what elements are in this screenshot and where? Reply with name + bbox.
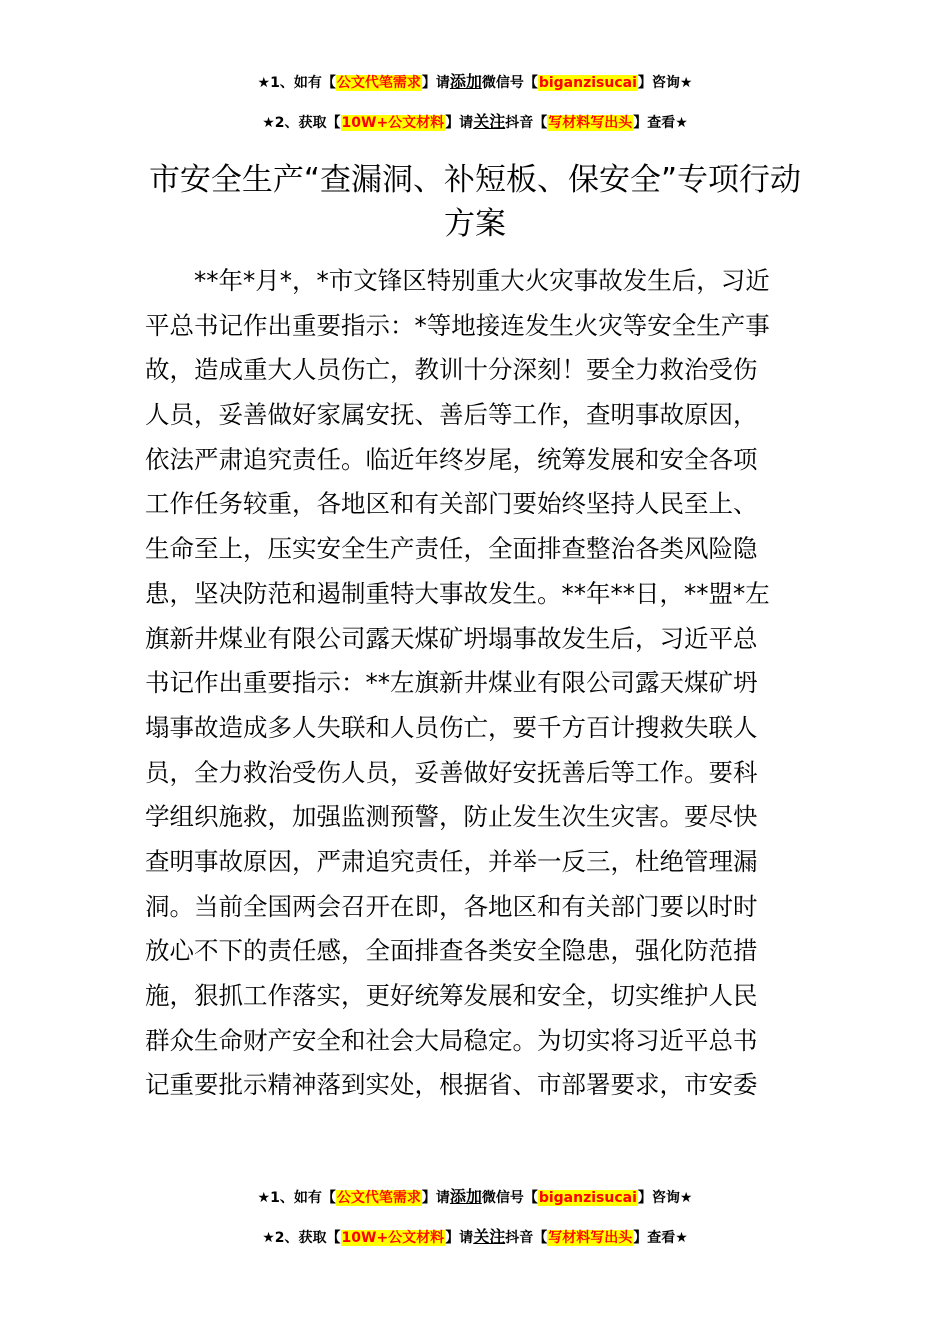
document-title: 市安全生产“查漏洞、补短板、保安全”专项行动方案 <box>148 162 802 242</box>
ad-highlight: 公文代笔需求 <box>336 75 421 91</box>
ad-prefix: ★1、如有【 <box>257 1190 336 1206</box>
ad-highlight-douyin: 写材料写出头 <box>548 115 633 131</box>
body-line: 施，狠抓工作落实，更好统筹发展和安全，切实维护人民 <box>145 981 758 1010</box>
body-line: 学组织施救，加强监测预警，防止发生次生灾害。要尽快 <box>145 802 758 832</box>
body-line: 洞。当前全国两会召开在即，各地区和有关部门要以时时 <box>145 891 758 921</box>
ad-prefix: ★2、获取【 <box>262 115 341 131</box>
body-line: 工作任务较重，各地区和有关部门要始终坚持人民至上、 <box>145 489 758 519</box>
body-line: 塌事故造成多人失联和人员伤亡，要千方百计搜救失联人 <box>145 712 758 742</box>
ad-mid: 】请 <box>421 75 450 91</box>
body-line: 生命至上，压实安全生产责任，全面排查整治各类风险隐 <box>145 534 758 564</box>
ad-mid: 】请 <box>445 1230 474 1246</box>
body-line: **年*月*，*市文锋区特别重大火灾事故发生后，习近 <box>145 266 770 295</box>
ad-mid: 】请 <box>421 1190 450 1206</box>
ad-suffix: 】咨询★ <box>637 1190 693 1206</box>
ad-line-2-top <box>0 111 950 134</box>
body-line: 旗新井煤业有限公司露天煤矿坍塌事故发生后，习近平总 <box>145 623 758 653</box>
body-line: 平总书记作出重要指示：*等地接连发生火灾等安全生产事 <box>145 310 770 340</box>
ad-line-2-bottom <box>0 1226 950 1249</box>
ad-mid: 微信号【 <box>481 75 538 91</box>
ad-prefix: ★2、获取【 <box>262 1230 341 1246</box>
ad-line-1-top <box>0 71 950 94</box>
document-body <box>145 259 810 1108</box>
body-line: 查明事故原因，严肃追究责任，并举一反三，杜绝管理漏 <box>145 846 758 876</box>
ad-suffix: 】查看★ <box>633 115 688 131</box>
ad-highlight-wechat: biganzisucai <box>538 75 637 91</box>
ad-highlight-wechat: biganzisucai <box>538 1190 637 1206</box>
ad-emphasis: 添加 <box>449 72 482 91</box>
body-line: 放心不下的责任感，全面排查各类安全隐患，强化防范措 <box>145 936 758 966</box>
ad-suffix: 】咨询★ <box>637 75 693 91</box>
ad-mid: 】请 <box>445 115 474 131</box>
body-line: 患，坚决防范和遏制重特大事故发生。**年**日，**盟*左 <box>145 578 770 608</box>
ad-mid: 抖音【 <box>505 115 548 131</box>
ad-mid: 抖音【 <box>505 1230 548 1246</box>
body-line: 群众生命财产安全和社会大局稳定。为切实将习近平总书 <box>145 1025 758 1055</box>
ad-highlight: 10W+公文材料 <box>341 115 445 131</box>
ad-highlight-douyin: 写材料写出头 <box>548 1230 633 1246</box>
ad-prefix: ★1、如有【 <box>257 75 336 91</box>
ad-suffix: 】查看★ <box>633 1230 688 1246</box>
ad-emphasis: 关注 <box>473 1227 506 1246</box>
body-line: 书记作出重要指示：**左旗新井煤业有限公司露天煤矿坍 <box>145 668 758 698</box>
ad-line-1-bottom <box>0 1186 950 1209</box>
ad-emphasis: 关注 <box>473 112 506 131</box>
body-line: 人员，妥善做好家属安抚、善后等工作，查明事故原因， <box>145 400 758 430</box>
ad-highlight: 10W+公文材料 <box>341 1230 445 1246</box>
ad-mid: 微信号【 <box>481 1190 538 1206</box>
body-line: 依法严肃追究责任。临近年终岁尾，统筹发展和安全各项 <box>145 444 758 474</box>
body-line: 故，造成重大人员伤亡，教训十分深刻！要全力救治受伤 <box>145 355 758 385</box>
ad-emphasis: 添加 <box>449 1187 482 1206</box>
body-line: 记重要批示精神落到实处，根据省、市部署要求，市安委 <box>145 1070 758 1100</box>
body-line: 员，全力救治受伤人员，妥善做好安抚善后等工作。要科 <box>145 757 758 787</box>
ad-highlight: 公文代笔需求 <box>336 1190 421 1206</box>
